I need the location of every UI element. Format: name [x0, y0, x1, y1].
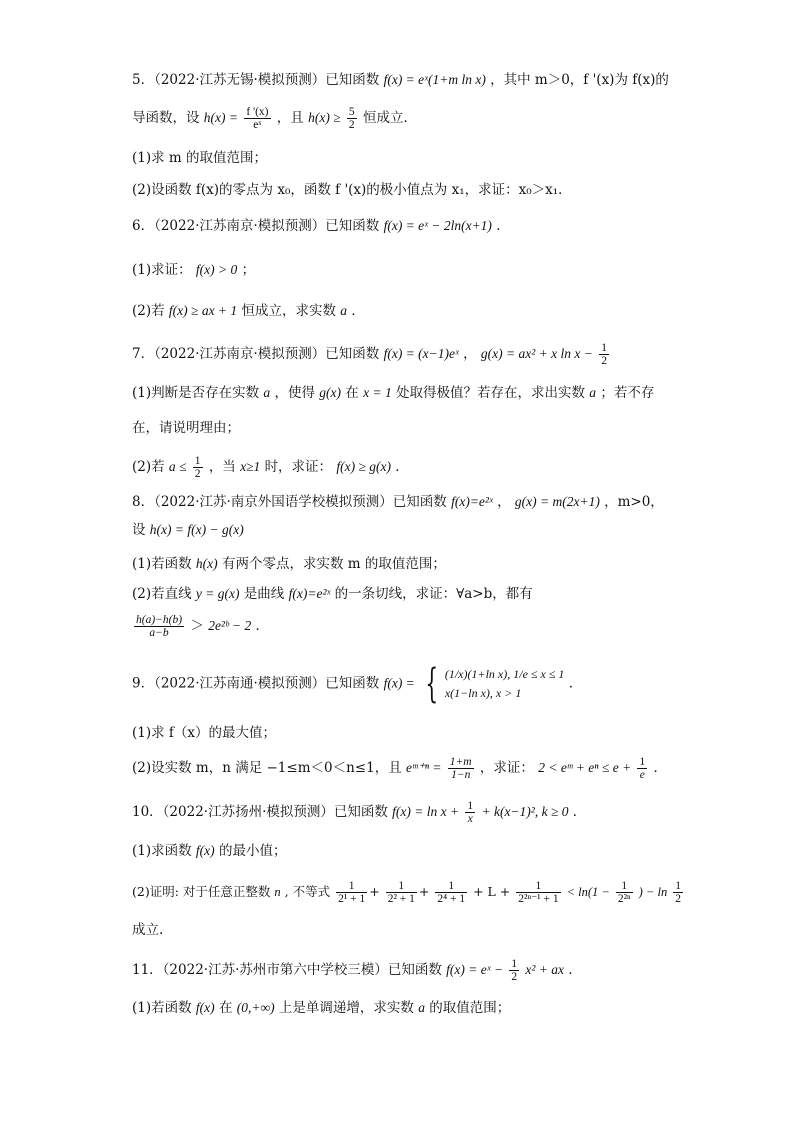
p5-five-halves: $\frac{5}{2}$ [348, 106, 355, 132]
p6-function: f(x) = eˣ − 2ln(x+1) [383, 218, 492, 233]
p11-question-1: (1)若函数 f(x) 在 (0,+∞) 上是单调递增，求实数 a 的取值范围； [132, 1000, 511, 1016]
p8-question-2: (2)若直线 y = g(x) 是曲线 f(x)=e²ˣ 的一条切线，求证：∀a>b，都有 [132, 586, 533, 602]
p5-question-1: (1)求 m 的取值范围； [132, 150, 268, 166]
p9-question-2: (2)设实数 m，n 满足 −1≤m＜0＜n≤1，且 eᵐ⁺ⁿ = $\frac{1+m}{1-n}$ ，求证： 2 < eᵐ + eⁿ ≤ e + $\frac{1}{e}$ ． [132, 756, 668, 782]
p7-f: f(x) = (x−1)eˣ [383, 346, 459, 362]
problem-8-line-2: 设 h(x) = f(x) − g(x) [132, 522, 244, 538]
problem-11-line-1: 11．（2022·江苏·苏州市第六中学校三模）已知函数 f(x) = eˣ − $\frac{1}{2}$ x² + ax ． [132, 958, 582, 984]
problem-5-line-1 [132, 72, 669, 88]
problem-5-source: 5．（2022·江苏无锡·模拟预测）已知函数 [132, 72, 380, 88]
p6-question-2: (2)若 f(x) ≥ ax + 1 恒成立，求实数 a ． [132, 303, 365, 319]
p5-question-2: (2)设函数 f(x)的零点为 x₀，函数 f '(x)的极小值点为 x₁，求证：x₀＞x₁． [132, 182, 572, 198]
p5-text: ，其中 m＞0，f '(x)为 f(x)的 [490, 72, 669, 88]
p7-question-2: (2)若 a ≤ $\frac{1}{2}$ ，当 x≥1 时，求证： f(x) ≥ g(x) ． [132, 455, 409, 481]
problem-5-line-2: 导函数，设 h(x) = $\frac{f '(x)}{\text{eˣ}}$ ，且 h(x) ≥ $\frac{5}{2}$ 恒成立． [132, 106, 417, 132]
p8-question-1: (1)若函数 h(x) 有两个零点，求实数 m 的取值范围； [132, 556, 446, 572]
problem-6-line-1: 6．（2022·江苏南京·模拟预测）已知函数 f(x) = eˣ − 2ln(x+1) ． [132, 218, 510, 234]
p7-g: g(x) = ax² + x ln x − [480, 346, 593, 362]
problem-7-line-1: 7．（2022·江苏南京·模拟预测）已知函数 f(x) = (x−1)eˣ ， g(x) = ax² + x ln x − $\frac{1}{2}$ [132, 342, 607, 368]
p8-question-2-ineq: $\frac{h(a)-h(b)}{a-b}$ ＞ 2e²ᵇ − 2 ． [136, 614, 270, 640]
p5-h-fraction: $\frac{f '(x)}{\text{eˣ}}$ [246, 106, 269, 132]
p10-question-2: (2)证明: 对于任意正整数 n , 不等式 $\frac{1}{\text{2¹ + 1}}$ + $\frac{1}{\text{2² + 1}}$ + $\frac{1}{\text{2⁴ + 1}}$ + L + $\frac{1}{\text{2²ⁿ⁻¹ + 1}}$ < ln(1 − $\frac{1}{\text{2²ⁿ}}$ ) − ln $\frac{1}{2}$ [132, 880, 681, 906]
p9-question-1: (1)求 f（x）的最大值； [132, 725, 277, 741]
problem-10-line-1: 10．（2022·江苏扬州·模拟预测）已知函数 f(x) = ln x + $\frac{1}{x}$ + k(x−1)², k ≥ 0 ． [132, 800, 587, 826]
problem-8-line-1: 8．（2022·江苏·南京外国语学校模拟预测）已知函数 f(x)=e²ˣ ， g(x) = m(2x+1) ，m>0， [132, 494, 664, 510]
p10-question-1: (1)求函数 f(x) 的最小值； [132, 843, 287, 859]
p5-text2: 导函数，设 [132, 110, 200, 127]
p7-question-1-cont: 在，请说明理由； [132, 420, 240, 436]
p6-question-1: (1)求证： f(x) > 0 ； [132, 262, 256, 278]
p7-question-1: (1)判断是否存在实数 a ，使得 g(x) 在 x = 1 处取得极值？若存在，求出实数 a ；若不存 [132, 385, 655, 401]
p5-function: f(x) = eˣ(1+m ln x) [383, 72, 486, 87]
piecewise-brace: { [425, 661, 439, 707]
p10-question-2-cont: 成立. [132, 922, 164, 938]
problem-9-line-1: 9．（2022·江苏南通·模拟预测）已知函数 f(x) = { (1/x)(1+ln x), 1/e ≤ x ≤ 1 x(1−ln x), x > 1 ． [132, 661, 583, 707]
piecewise-cases: (1/x)(1+ln x), 1/e ≤ x ≤ 1 x(1−ln x), x > 1 [444, 666, 565, 700]
p5-h-def: h(x) = [203, 110, 239, 126]
